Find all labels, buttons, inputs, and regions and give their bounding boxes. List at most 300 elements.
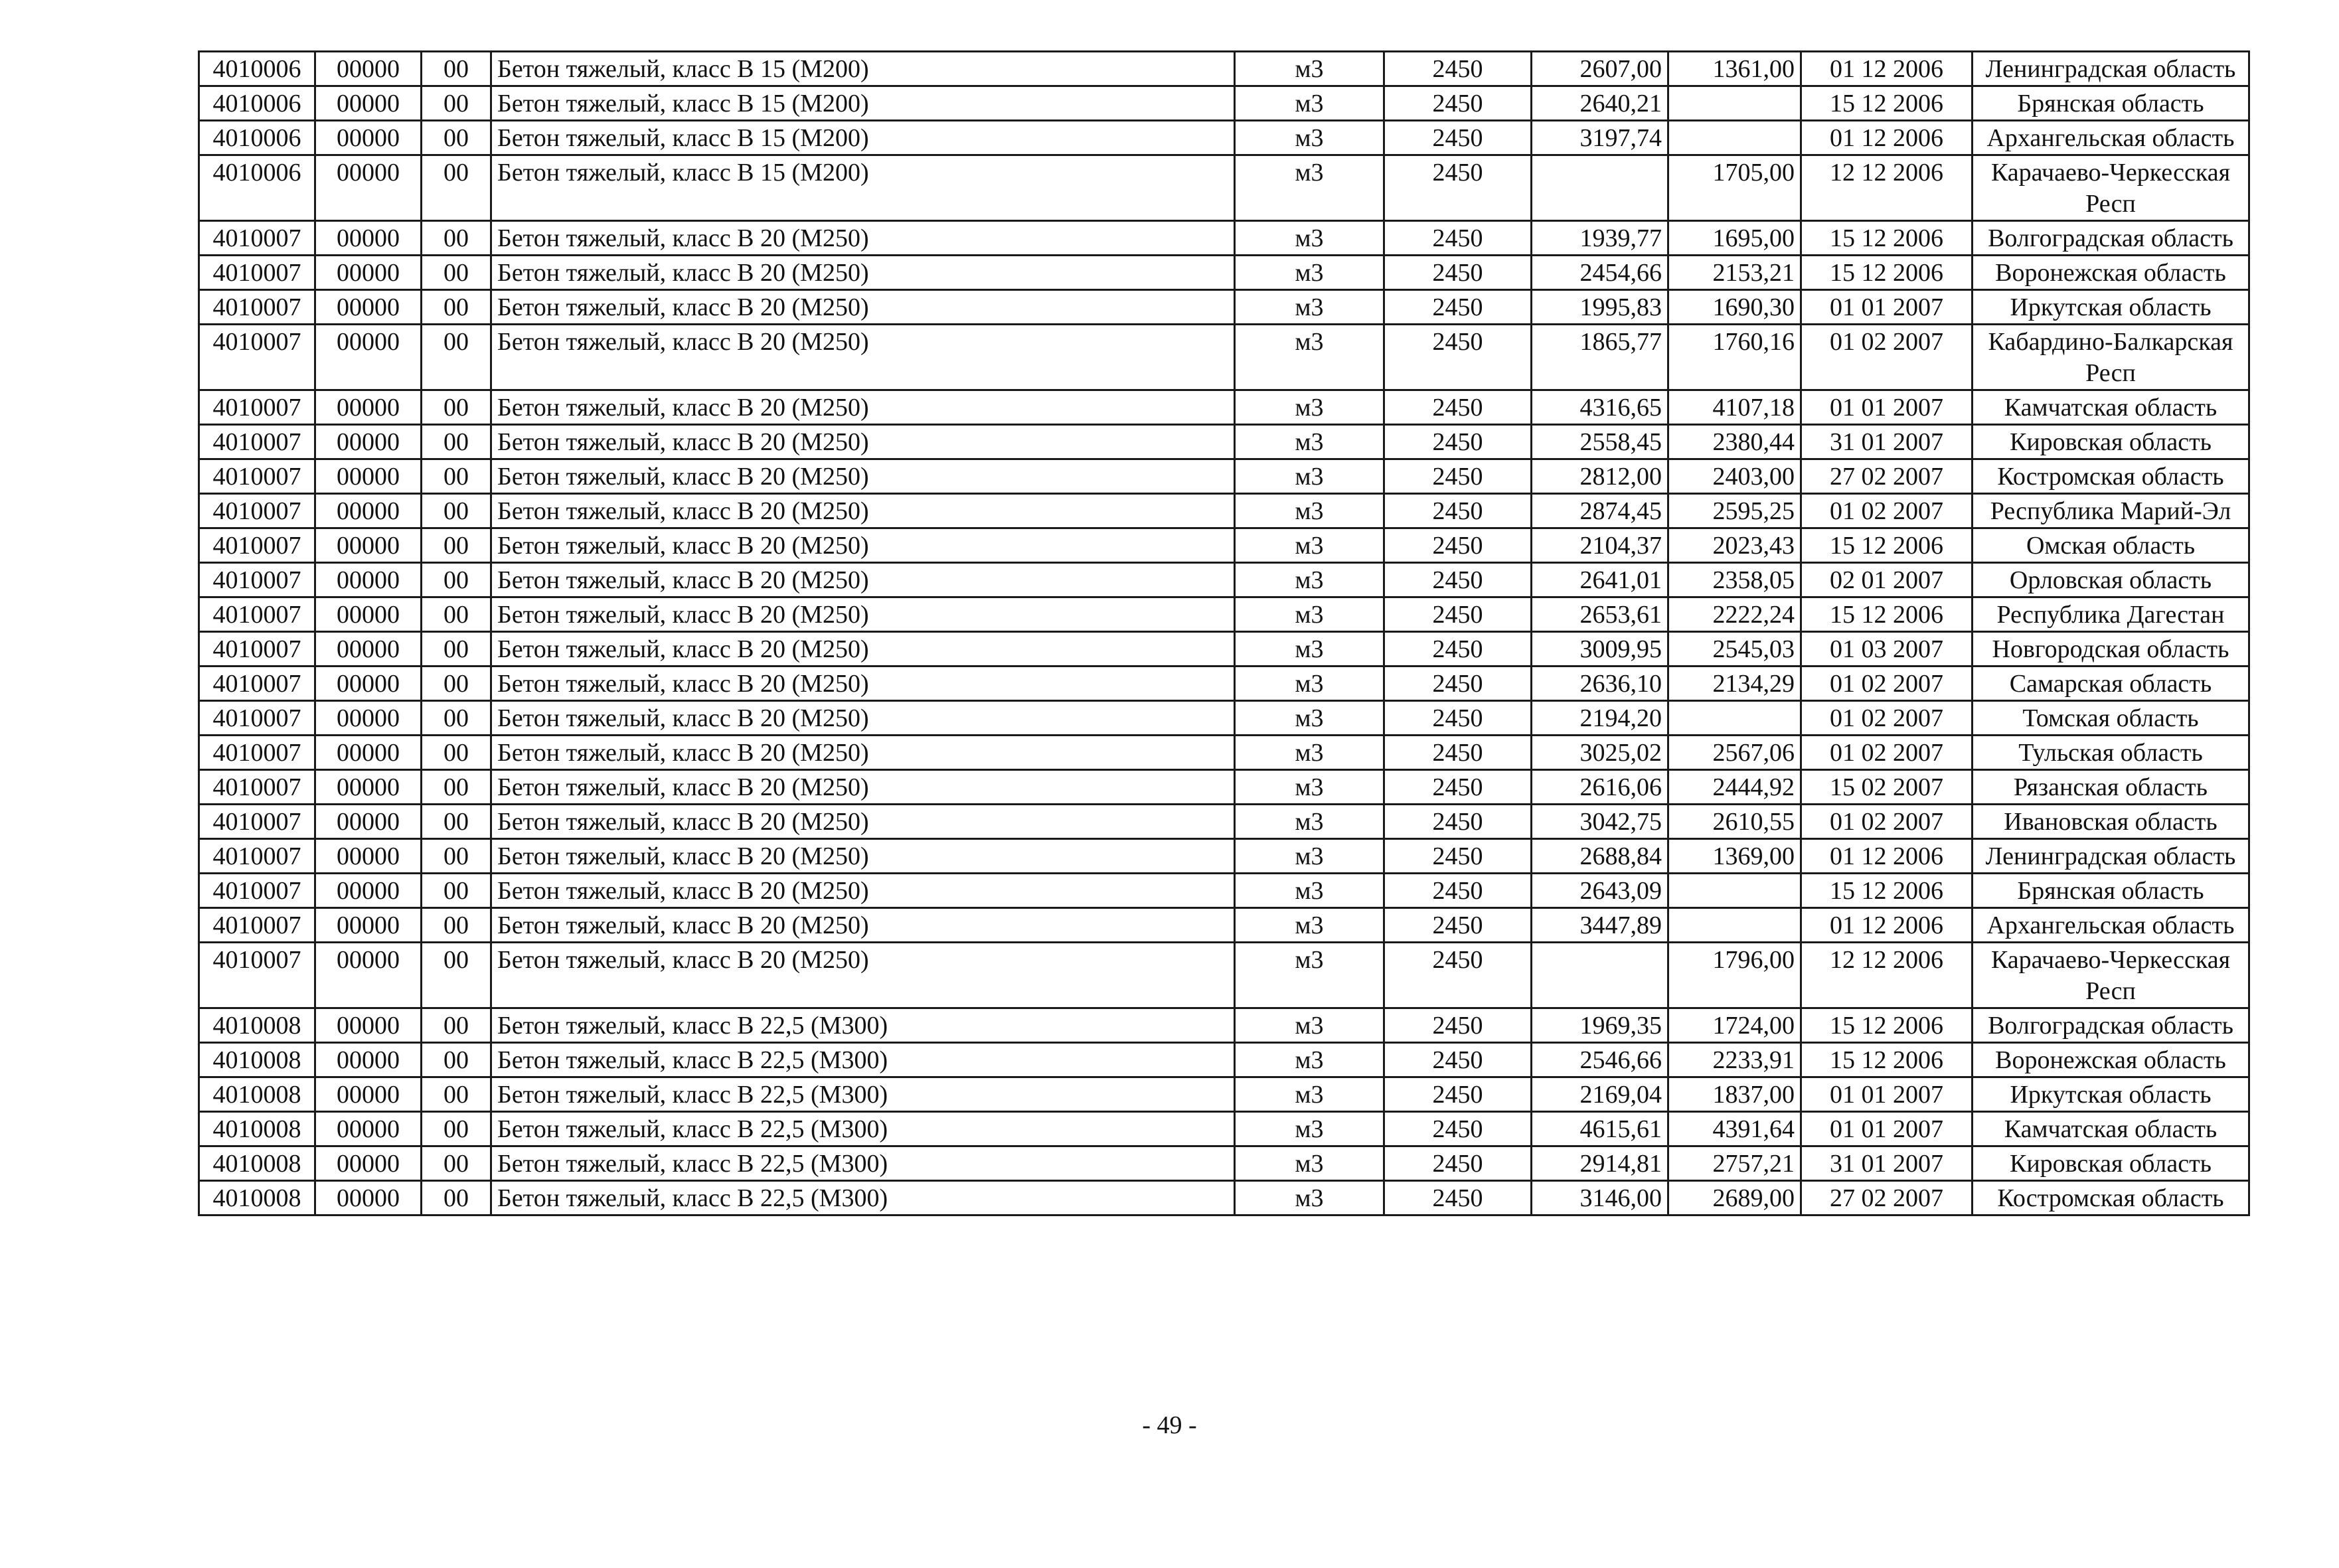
cell-weight: 2450 <box>1384 770 1532 805</box>
cell-group: 00 <box>422 563 491 597</box>
cell-subcode: 00000 <box>315 256 422 290</box>
cell-subcode: 00000 <box>315 494 422 528</box>
cell-weight: 2450 <box>1384 325 1532 390</box>
cell-subcode: 00000 <box>315 1181 422 1215</box>
cell-price-current: 2169,04 <box>1532 1077 1668 1112</box>
cell-material-name: Бетон тяжелый, класс В 20 (М250) <box>491 736 1235 770</box>
cell-material-name: Бетон тяжелый, класс В 22,5 (М300) <box>491 1181 1235 1215</box>
table-row <box>199 563 2249 597</box>
cell-subcode: 00000 <box>315 701 422 736</box>
cell-price-base: 2610,55 <box>1668 805 1801 839</box>
table-row <box>199 52 2249 86</box>
cell-unit: м3 <box>1235 121 1384 155</box>
cell-unit: м3 <box>1235 839 1384 874</box>
cell-region: Томская область <box>1973 701 2249 736</box>
cell-weight: 2450 <box>1384 1181 1532 1215</box>
cell-code: 4010006 <box>199 52 315 86</box>
cell-price-current: 2643,09 <box>1532 874 1668 908</box>
cell-price-current: 2636,10 <box>1532 666 1668 701</box>
cell-subcode: 00000 <box>315 770 422 805</box>
cell-unit: м3 <box>1235 1077 1384 1112</box>
table-row <box>199 425 2249 459</box>
cell-date: 15 12 2006 <box>1801 86 1973 121</box>
cell-price-base: 1705,00 <box>1668 155 1801 221</box>
cell-weight: 2450 <box>1384 390 1532 425</box>
price-table <box>198 50 2250 1216</box>
table-row <box>199 666 2249 701</box>
table-row <box>199 597 2249 632</box>
cell-weight: 2450 <box>1384 1112 1532 1146</box>
cell-weight: 2450 <box>1384 1146 1532 1181</box>
cell-weight: 2450 <box>1384 459 1532 494</box>
cell-subcode: 00000 <box>315 666 422 701</box>
cell-date: 15 12 2006 <box>1801 528 1973 563</box>
cell-group: 00 <box>422 597 491 632</box>
cell-weight: 2450 <box>1384 736 1532 770</box>
cell-weight: 2450 <box>1384 1008 1532 1043</box>
cell-code: 4010007 <box>199 736 315 770</box>
cell-material-name: Бетон тяжелый, класс В 15 (М200) <box>491 52 1235 86</box>
cell-material-name: Бетон тяжелый, класс В 20 (М250) <box>491 908 1235 943</box>
cell-region: Омская область <box>1973 528 2249 563</box>
table-row <box>199 155 2249 221</box>
cell-price-base: 1361,00 <box>1668 52 1801 86</box>
cell-region: Архангельская область <box>1973 121 2249 155</box>
cell-weight: 2450 <box>1384 52 1532 86</box>
cell-code: 4010007 <box>199 770 315 805</box>
cell-material-name: Бетон тяжелый, класс В 20 (М250) <box>491 290 1235 325</box>
cell-region: Волгоградская область <box>1973 221 2249 256</box>
cell-subcode: 00000 <box>315 874 422 908</box>
cell-price-base: 2689,00 <box>1668 1181 1801 1215</box>
cell-price-current: 3197,74 <box>1532 121 1668 155</box>
table-row <box>199 632 2249 666</box>
cell-region: Кабардино-Балкарская Респ <box>1973 325 2249 390</box>
cell-date: 01 03 2007 <box>1801 632 1973 666</box>
cell-material-name: Бетон тяжелый, класс В 15 (М200) <box>491 155 1235 221</box>
cell-weight: 2450 <box>1384 86 1532 121</box>
cell-region: Ивановская область <box>1973 805 2249 839</box>
cell-code: 4010006 <box>199 121 315 155</box>
cell-price-current: 2104,37 <box>1532 528 1668 563</box>
cell-date: 15 12 2006 <box>1801 874 1973 908</box>
cell-date: 01 01 2007 <box>1801 1077 1973 1112</box>
cell-subcode: 00000 <box>315 459 422 494</box>
cell-unit: м3 <box>1235 1043 1384 1077</box>
cell-subcode: 00000 <box>315 563 422 597</box>
cell-subcode: 00000 <box>315 390 422 425</box>
cell-code: 4010008 <box>199 1181 315 1215</box>
cell-unit: м3 <box>1235 86 1384 121</box>
cell-weight: 2450 <box>1384 221 1532 256</box>
cell-region: Воронежская область <box>1973 256 2249 290</box>
table-row <box>199 221 2249 256</box>
cell-code: 4010008 <box>199 1146 315 1181</box>
cell-subcode: 00000 <box>315 1077 422 1112</box>
cell-material-name: Бетон тяжелый, класс В 20 (М250) <box>491 805 1235 839</box>
cell-weight: 2450 <box>1384 597 1532 632</box>
cell-region: Костромская область <box>1973 1181 2249 1215</box>
cell-subcode: 00000 <box>315 943 422 1008</box>
cell-date: 01 12 2006 <box>1801 908 1973 943</box>
cell-subcode: 00000 <box>315 290 422 325</box>
cell-price-current: 2641,01 <box>1532 563 1668 597</box>
cell-unit: м3 <box>1235 563 1384 597</box>
cell-group: 00 <box>422 425 491 459</box>
cell-code: 4010007 <box>199 494 315 528</box>
cell-date: 01 01 2007 <box>1801 290 1973 325</box>
cell-price-base: 1724,00 <box>1668 1008 1801 1043</box>
cell-date: 12 12 2006 <box>1801 155 1973 221</box>
page-number: - 49 - <box>1142 1411 1197 1439</box>
cell-unit: м3 <box>1235 1008 1384 1043</box>
cell-material-name: Бетон тяжелый, класс В 20 (М250) <box>491 943 1235 1008</box>
cell-unit: м3 <box>1235 666 1384 701</box>
table-row <box>199 908 2249 943</box>
table-row <box>199 528 2249 563</box>
cell-price-base <box>1668 701 1801 736</box>
cell-price-base: 4107,18 <box>1668 390 1801 425</box>
cell-code: 4010007 <box>199 290 315 325</box>
cell-price-current: 2640,21 <box>1532 86 1668 121</box>
cell-subcode: 00000 <box>315 1146 422 1181</box>
cell-group: 00 <box>422 736 491 770</box>
cell-material-name: Бетон тяжелый, класс В 20 (М250) <box>491 325 1235 390</box>
cell-price-base: 2233,91 <box>1668 1043 1801 1077</box>
cell-weight: 2450 <box>1384 943 1532 1008</box>
cell-unit: м3 <box>1235 290 1384 325</box>
cell-group: 00 <box>422 221 491 256</box>
cell-date: 27 02 2007 <box>1801 459 1973 494</box>
cell-price-base: 2134,29 <box>1668 666 1801 701</box>
cell-subcode: 00000 <box>315 1112 422 1146</box>
table-row <box>199 1146 2249 1181</box>
cell-price-current: 2812,00 <box>1532 459 1668 494</box>
cell-region: Республика Марий-Эл <box>1973 494 2249 528</box>
cell-region: Ленинградская область <box>1973 52 2249 86</box>
cell-material-name: Бетон тяжелый, класс В 20 (М250) <box>491 459 1235 494</box>
cell-price-current: 1939,77 <box>1532 221 1668 256</box>
cell-price-current: 2607,00 <box>1532 52 1668 86</box>
cell-group: 00 <box>422 632 491 666</box>
cell-weight: 2450 <box>1384 425 1532 459</box>
cell-price-current: 1865,77 <box>1532 325 1668 390</box>
cell-subcode: 00000 <box>315 736 422 770</box>
cell-weight: 2450 <box>1384 290 1532 325</box>
cell-price-base: 2153,21 <box>1668 256 1801 290</box>
cell-code: 4010007 <box>199 563 315 597</box>
cell-price-current: 2616,06 <box>1532 770 1668 805</box>
cell-date: 01 02 2007 <box>1801 494 1973 528</box>
cell-region: Брянская область <box>1973 874 2249 908</box>
cell-group: 00 <box>422 290 491 325</box>
cell-region: Иркутская область <box>1973 290 2249 325</box>
cell-code: 4010007 <box>199 943 315 1008</box>
cell-weight: 2450 <box>1384 494 1532 528</box>
cell-material-name: Бетон тяжелый, класс В 20 (М250) <box>491 494 1235 528</box>
cell-weight: 2450 <box>1384 528 1532 563</box>
cell-unit: м3 <box>1235 874 1384 908</box>
cell-unit: м3 <box>1235 736 1384 770</box>
cell-price-current: 2546,66 <box>1532 1043 1668 1077</box>
cell-date: 01 02 2007 <box>1801 701 1973 736</box>
cell-unit: м3 <box>1235 597 1384 632</box>
cell-weight: 2450 <box>1384 874 1532 908</box>
cell-date: 15 02 2007 <box>1801 770 1973 805</box>
cell-group: 00 <box>422 256 491 290</box>
cell-date: 01 01 2007 <box>1801 1112 1973 1146</box>
cell-region: Орловская область <box>1973 563 2249 597</box>
cell-code: 4010007 <box>199 874 315 908</box>
cell-group: 00 <box>422 390 491 425</box>
cell-price-base: 1690,30 <box>1668 290 1801 325</box>
cell-price-current: 3146,00 <box>1532 1181 1668 1215</box>
cell-material-name: Бетон тяжелый, класс В 20 (М250) <box>491 770 1235 805</box>
cell-material-name: Бетон тяжелый, класс В 20 (М250) <box>491 390 1235 425</box>
cell-material-name: Бетон тяжелый, класс В 20 (М250) <box>491 221 1235 256</box>
table-row <box>199 256 2249 290</box>
cell-date: 01 12 2006 <box>1801 839 1973 874</box>
cell-region: Карачаево-Черкесская Респ <box>1973 155 2249 221</box>
cell-unit: м3 <box>1235 805 1384 839</box>
table-row <box>199 874 2249 908</box>
cell-date: 31 01 2007 <box>1801 1146 1973 1181</box>
cell-material-name: Бетон тяжелый, класс В 15 (М200) <box>491 121 1235 155</box>
cell-subcode: 00000 <box>315 52 422 86</box>
cell-material-name: Бетон тяжелый, класс В 20 (М250) <box>491 597 1235 632</box>
cell-price-base: 2358,05 <box>1668 563 1801 597</box>
cell-code: 4010007 <box>199 325 315 390</box>
cell-price-base: 1837,00 <box>1668 1077 1801 1112</box>
cell-price-current: 1995,83 <box>1532 290 1668 325</box>
cell-price-base <box>1668 908 1801 943</box>
cell-material-name: Бетон тяжелый, класс В 22,5 (М300) <box>491 1112 1235 1146</box>
cell-group: 00 <box>422 1112 491 1146</box>
cell-code: 4010007 <box>199 701 315 736</box>
table-row <box>199 459 2249 494</box>
cell-material-name: Бетон тяжелый, класс В 20 (М250) <box>491 839 1235 874</box>
cell-weight: 2450 <box>1384 839 1532 874</box>
cell-price-base: 2380,44 <box>1668 425 1801 459</box>
cell-group: 00 <box>422 1077 491 1112</box>
table-row <box>199 770 2249 805</box>
cell-subcode: 00000 <box>315 155 422 221</box>
table-row <box>199 736 2249 770</box>
cell-code: 4010008 <box>199 1112 315 1146</box>
cell-unit: м3 <box>1235 256 1384 290</box>
cell-region: Ленинградская область <box>1973 839 2249 874</box>
cell-subcode: 00000 <box>315 597 422 632</box>
cell-region: Новгородская область <box>1973 632 2249 666</box>
table-row <box>199 1008 2249 1043</box>
cell-region: Воронежская область <box>1973 1043 2249 1077</box>
cell-price-base: 2222,24 <box>1668 597 1801 632</box>
cell-group: 00 <box>422 86 491 121</box>
cell-region: Кировская область <box>1973 1146 2249 1181</box>
cell-price-base <box>1668 86 1801 121</box>
table-row <box>199 325 2249 390</box>
table-row <box>199 1043 2249 1077</box>
cell-price-base: 2403,00 <box>1668 459 1801 494</box>
cell-price-current: 3042,75 <box>1532 805 1668 839</box>
cell-unit: м3 <box>1235 1181 1384 1215</box>
cell-unit: м3 <box>1235 1146 1384 1181</box>
cell-weight: 2450 <box>1384 701 1532 736</box>
cell-price-current: 2194,20 <box>1532 701 1668 736</box>
cell-date: 15 12 2006 <box>1801 1008 1973 1043</box>
cell-date: 01 02 2007 <box>1801 736 1973 770</box>
cell-price-base: 2567,06 <box>1668 736 1801 770</box>
cell-material-name: Бетон тяжелый, класс В 20 (М250) <box>491 425 1235 459</box>
cell-group: 00 <box>422 1181 491 1215</box>
cell-unit: м3 <box>1235 325 1384 390</box>
cell-weight: 2450 <box>1384 155 1532 221</box>
cell-price-base: 1695,00 <box>1668 221 1801 256</box>
table-row <box>199 943 2249 1008</box>
cell-material-name: Бетон тяжелый, класс В 22,5 (М300) <box>491 1043 1235 1077</box>
cell-group: 00 <box>422 155 491 221</box>
cell-unit: м3 <box>1235 459 1384 494</box>
cell-unit: м3 <box>1235 528 1384 563</box>
cell-subcode: 00000 <box>315 325 422 390</box>
cell-price-current: 2914,81 <box>1532 1146 1668 1181</box>
cell-price-current: 3025,02 <box>1532 736 1668 770</box>
table-body <box>199 52 2249 1215</box>
table-row <box>199 86 2249 121</box>
cell-date: 01 02 2007 <box>1801 666 1973 701</box>
cell-code: 4010007 <box>199 839 315 874</box>
cell-group: 00 <box>422 666 491 701</box>
cell-date: 01 12 2006 <box>1801 52 1973 86</box>
cell-price-current <box>1532 943 1668 1008</box>
cell-subcode: 00000 <box>315 86 422 121</box>
cell-region: Архангельская область <box>1973 908 2249 943</box>
cell-unit: м3 <box>1235 390 1384 425</box>
cell-group: 00 <box>422 459 491 494</box>
cell-unit: м3 <box>1235 1112 1384 1146</box>
cell-region: Брянская область <box>1973 86 2249 121</box>
cell-date: 02 01 2007 <box>1801 563 1973 597</box>
cell-group: 00 <box>422 1146 491 1181</box>
cell-weight: 2450 <box>1384 805 1532 839</box>
table-row <box>199 1181 2249 1215</box>
cell-code: 4010006 <box>199 86 315 121</box>
cell-price-base <box>1668 121 1801 155</box>
cell-weight: 2450 <box>1384 121 1532 155</box>
cell-code: 4010007 <box>199 256 315 290</box>
cell-region: Камчатская область <box>1973 1112 2249 1146</box>
cell-price-base: 2023,43 <box>1668 528 1801 563</box>
table-row <box>199 1112 2249 1146</box>
cell-date: 01 12 2006 <box>1801 121 1973 155</box>
cell-price-current: 2454,66 <box>1532 256 1668 290</box>
cell-subcode: 00000 <box>315 1043 422 1077</box>
cell-material-name: Бетон тяжелый, класс В 22,5 (М300) <box>491 1077 1235 1112</box>
cell-weight: 2450 <box>1384 1077 1532 1112</box>
cell-region: Карачаево-Черкесская Респ <box>1973 943 2249 1008</box>
cell-unit: м3 <box>1235 770 1384 805</box>
cell-weight: 2450 <box>1384 563 1532 597</box>
cell-price-current: 4316,65 <box>1532 390 1668 425</box>
cell-price-current: 4615,61 <box>1532 1112 1668 1146</box>
cell-code: 4010007 <box>199 459 315 494</box>
cell-subcode: 00000 <box>315 805 422 839</box>
cell-code: 4010007 <box>199 908 315 943</box>
cell-code: 4010007 <box>199 390 315 425</box>
cell-unit: м3 <box>1235 221 1384 256</box>
cell-unit: м3 <box>1235 155 1384 221</box>
cell-subcode: 00000 <box>315 528 422 563</box>
cell-code: 4010007 <box>199 597 315 632</box>
cell-group: 00 <box>422 770 491 805</box>
cell-unit: м3 <box>1235 425 1384 459</box>
cell-price-current: 2558,45 <box>1532 425 1668 459</box>
cell-price-current <box>1532 155 1668 221</box>
cell-group: 00 <box>422 52 491 86</box>
cell-price-base: 2444,92 <box>1668 770 1801 805</box>
cell-group: 00 <box>422 943 491 1008</box>
cell-weight: 2450 <box>1384 632 1532 666</box>
cell-unit: м3 <box>1235 52 1384 86</box>
cell-price-base: 2757,21 <box>1668 1146 1801 1181</box>
cell-code: 4010008 <box>199 1077 315 1112</box>
cell-price-base: 2595,25 <box>1668 494 1801 528</box>
cell-price-current: 2688,84 <box>1532 839 1668 874</box>
cell-material-name: Бетон тяжелый, класс В 20 (М250) <box>491 563 1235 597</box>
cell-subcode: 00000 <box>315 632 422 666</box>
cell-group: 00 <box>422 1008 491 1043</box>
cell-region: Тульская область <box>1973 736 2249 770</box>
cell-group: 00 <box>422 805 491 839</box>
cell-material-name: Бетон тяжелый, класс В 20 (М250) <box>491 256 1235 290</box>
cell-material-name: Бетон тяжелый, класс В 20 (М250) <box>491 528 1235 563</box>
cell-group: 00 <box>422 325 491 390</box>
cell-region: Республика Дагестан <box>1973 597 2249 632</box>
cell-code: 4010008 <box>199 1008 315 1043</box>
cell-group: 00 <box>422 701 491 736</box>
cell-material-name: Бетон тяжелый, класс В 15 (М200) <box>491 86 1235 121</box>
cell-weight: 2450 <box>1384 1043 1532 1077</box>
cell-region: Самарская область <box>1973 666 2249 701</box>
cell-group: 00 <box>422 528 491 563</box>
cell-date: 01 02 2007 <box>1801 325 1973 390</box>
cell-unit: м3 <box>1235 908 1384 943</box>
cell-unit: м3 <box>1235 701 1384 736</box>
table-row <box>199 701 2249 736</box>
cell-date: 15 12 2006 <box>1801 256 1973 290</box>
cell-region: Кировская область <box>1973 425 2249 459</box>
table-row <box>199 390 2249 425</box>
cell-material-name: Бетон тяжелый, класс В 22,5 (М300) <box>491 1008 1235 1043</box>
cell-date: 27 02 2007 <box>1801 1181 1973 1215</box>
cell-code: 4010007 <box>199 528 315 563</box>
cell-code: 4010007 <box>199 666 315 701</box>
cell-subcode: 00000 <box>315 221 422 256</box>
cell-price-base: 1760,16 <box>1668 325 1801 390</box>
cell-unit: м3 <box>1235 632 1384 666</box>
table-row <box>199 1077 2249 1112</box>
cell-group: 00 <box>422 908 491 943</box>
cell-code: 4010007 <box>199 632 315 666</box>
cell-price-base: 1796,00 <box>1668 943 1801 1008</box>
cell-price-base: 2545,03 <box>1668 632 1801 666</box>
cell-date: 15 12 2006 <box>1801 221 1973 256</box>
table-row <box>199 290 2249 325</box>
cell-group: 00 <box>422 494 491 528</box>
cell-date: 01 02 2007 <box>1801 805 1973 839</box>
table-row <box>199 839 2249 874</box>
cell-unit: м3 <box>1235 943 1384 1008</box>
